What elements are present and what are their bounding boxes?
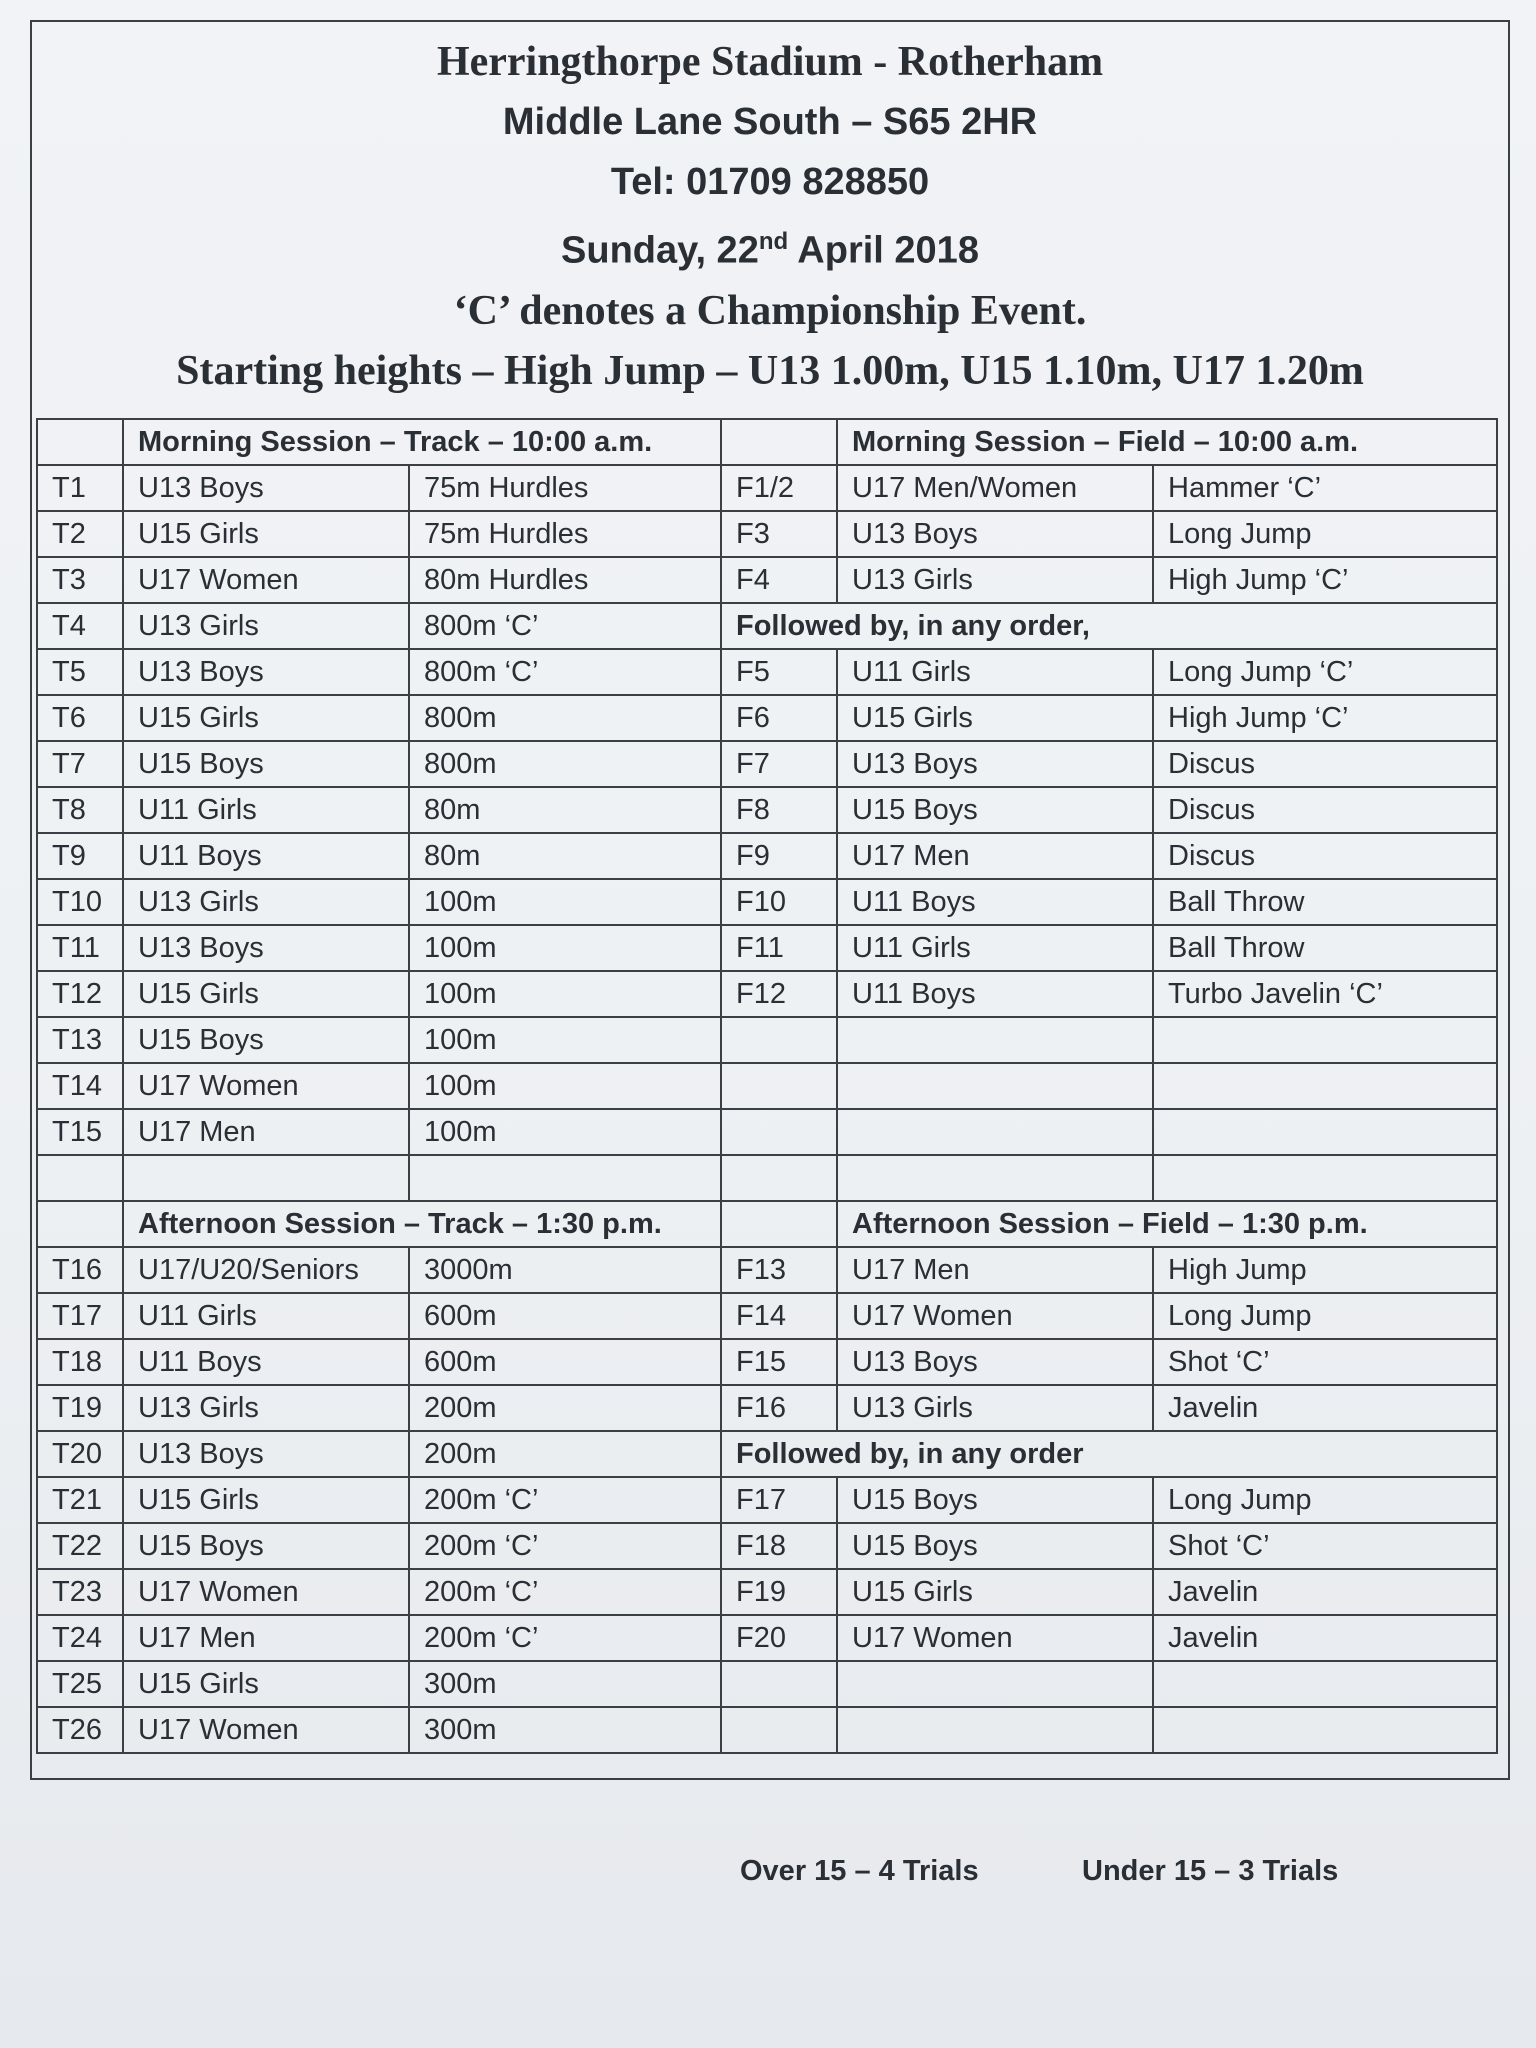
field-event-number: F20 [721,1615,837,1661]
track-age-group: U17 Men [123,1615,409,1661]
field-event-name: Javelin [1153,1615,1497,1661]
track-event-number: T12 [37,971,123,1017]
table-row [37,971,1497,1017]
blank-cell [37,419,123,465]
track-event-number [37,1155,123,1201]
field-age-group [837,1017,1153,1063]
field-age-group: U13 Boys [837,1339,1153,1385]
track-event-number: T9 [37,833,123,879]
field-event-number: F18 [721,1523,837,1569]
track-event-name: 800m ‘C’ [409,603,721,649]
document-header [30,32,1510,401]
field-event-number [721,1155,837,1201]
track-event-name: 200m ‘C’ [409,1477,721,1523]
table-row [37,695,1497,741]
field-event-number [721,1017,837,1063]
field-age-group: U11 Boys [837,971,1153,1017]
venue-address: Middle Lane South – S65 2HR [502,101,1038,143]
field-event-number: F19 [721,1569,837,1615]
track-event-number: T19 [37,1385,123,1431]
track-age-group: U17/U20/Seniors [123,1247,409,1293]
track-event-name: 800m [409,695,721,741]
table-row [37,1661,1497,1707]
field-event-name: Discus [1153,741,1497,787]
track-event-number: T4 [37,603,123,649]
field-event-name: Long Jump [1153,511,1497,557]
field-event-name [1153,1063,1497,1109]
starting-heights-note: Starting heights – High Jump – U13 1.00m, U15 1.10m, U17 1.20m [176,347,1364,394]
field-event-name: Javelin [1153,1569,1497,1615]
track-event-name: 800m [409,741,721,787]
field-event-number: F7 [721,741,837,787]
field-session-title: Morning Session – Field – 10:00 a.m. [837,419,1497,465]
track-age-group: U11 Boys [123,1339,409,1385]
table-row [37,787,1497,833]
field-event-number: F11 [721,925,837,971]
track-event-number: T21 [37,1477,123,1523]
track-age-group: U13 Girls [123,879,409,925]
track-event-name: 100m [409,1063,721,1109]
track-event-number: T14 [37,1063,123,1109]
track-age-group: U11 Boys [123,833,409,879]
field-age-group: U15 Boys [837,1477,1153,1523]
field-event-name [1153,1109,1497,1155]
field-event-name [1153,1707,1497,1753]
table-row [37,925,1497,971]
field-event-number: F1/2 [721,465,837,511]
field-event-name: High Jump ‘C’ [1153,557,1497,603]
field-event-number: F16 [721,1385,837,1431]
track-age-group: U17 Men [123,1109,409,1155]
track-age-group: U15 Boys [123,1523,409,1569]
track-event-name: 200m [409,1431,721,1477]
field-event-name: High Jump [1153,1247,1497,1293]
table-row [37,1569,1497,1615]
venue-name: Herringthorpe Stadium - Rotherham [436,39,1104,85]
table-row [37,1247,1497,1293]
table-row [37,1063,1497,1109]
followed-by-note: Followed by, in any order, [721,603,1497,649]
field-event-name: Javelin [1153,1385,1497,1431]
field-age-group [837,1155,1153,1201]
table-row [37,1339,1497,1385]
blank-cell [721,419,837,465]
track-event-number: T24 [37,1615,123,1661]
field-event-name [1153,1155,1497,1201]
track-event-name: 300m [409,1707,721,1753]
track-age-group: U15 Girls [123,511,409,557]
track-event-number: T22 [37,1523,123,1569]
field-event-name [1153,1661,1497,1707]
field-age-group: U11 Girls [837,649,1153,695]
table-row [37,741,1497,787]
table-row [37,1109,1497,1155]
field-age-group: U13 Girls [837,1385,1153,1431]
field-age-group: U17 Women [837,1615,1153,1661]
track-event-number: T23 [37,1569,123,1615]
track-event-number: T16 [37,1247,123,1293]
field-event-name: Ball Throw [1153,925,1497,971]
track-event-name: 100m [409,971,721,1017]
table-row [37,511,1497,557]
track-event-name: 200m ‘C’ [409,1615,721,1661]
field-age-group [837,1661,1153,1707]
track-age-group: U17 Women [123,1063,409,1109]
followed-by-note: Followed by, in any order [721,1431,1497,1477]
event-date [30,212,1510,281]
field-event-name: Discus [1153,787,1497,833]
table-row [37,1431,1497,1477]
track-session-title: Afternoon Session – Track – 1:30 p.m. [123,1201,721,1247]
track-age-group: U11 Girls [123,787,409,833]
track-event-number: T15 [37,1109,123,1155]
track-event-name: 200m ‘C’ [409,1569,721,1615]
field-age-group: U15 Boys [837,1523,1153,1569]
table-row [37,557,1497,603]
track-event-number: T1 [37,465,123,511]
field-age-group: U17 Men/Women [837,465,1153,511]
session-header-row [37,1201,1497,1247]
field-age-group: U11 Girls [837,925,1153,971]
track-event-number: T18 [37,1339,123,1385]
track-event-name: 3000m [409,1247,721,1293]
track-session-title: Morning Session – Track – 10:00 a.m. [123,419,721,465]
track-age-group: U11 Girls [123,1293,409,1339]
field-age-group [837,1109,1153,1155]
track-age-group: U17 Women [123,557,409,603]
field-event-number: F9 [721,833,837,879]
trials-under-15: Under 15 – 3 Trials [1082,1855,1339,1887]
track-event-number: T2 [37,511,123,557]
table-row [37,649,1497,695]
event-date-month-year: April 2018 [788,229,979,272]
blank-cell [37,1201,123,1247]
field-age-group: U13 Boys [837,741,1153,787]
track-event-number: T10 [37,879,123,925]
table-row [37,603,1497,649]
track-age-group: U15 Girls [123,1477,409,1523]
track-event-name: 75m Hurdles [409,465,721,511]
track-event-name: 100m [409,879,721,925]
table-row [37,1523,1497,1569]
track-event-number: T20 [37,1431,123,1477]
field-event-name: Shot ‘C’ [1153,1339,1497,1385]
track-event-number: T26 [37,1707,123,1753]
track-age-group: U13 Boys [123,649,409,695]
track-age-group: U15 Girls [123,695,409,741]
track-age-group: U15 Girls [123,1661,409,1707]
track-event-number: T25 [37,1661,123,1707]
field-event-number: F3 [721,511,837,557]
track-event-number: T7 [37,741,123,787]
track-event-name: 600m [409,1293,721,1339]
field-event-number: F17 [721,1477,837,1523]
field-event-number: F4 [721,557,837,603]
field-age-group [837,1707,1153,1753]
track-age-group: U13 Boys [123,1431,409,1477]
blank-cell [721,1201,837,1247]
field-age-group [837,1063,1153,1109]
track-age-group: U13 Girls [123,603,409,649]
track-event-name: 100m [409,1109,721,1155]
track-event-name: 80m [409,833,721,879]
track-event-number: T17 [37,1293,123,1339]
table-row [37,1155,1497,1201]
track-age-group [123,1155,409,1201]
venue-phone: Tel: 01709 828850 [610,161,930,203]
field-event-number: F14 [721,1293,837,1339]
field-event-name: Hammer ‘C’ [1153,465,1497,511]
field-event-number: F10 [721,879,837,925]
field-age-group: U13 Girls [837,557,1153,603]
track-event-name: 75m Hurdles [409,511,721,557]
field-age-group: U17 Men [837,833,1153,879]
track-age-group: U13 Girls [123,1385,409,1431]
field-event-name: Turbo Javelin ‘C’ [1153,971,1497,1017]
field-age-group: U15 Girls [837,1569,1153,1615]
track-event-name: 200m [409,1385,721,1431]
track-event-name: 100m [409,925,721,971]
table-row [37,1293,1497,1339]
field-event-number [721,1661,837,1707]
track-age-group: U17 Women [123,1707,409,1753]
session-header-row [37,419,1497,465]
table-row [37,1707,1497,1753]
field-event-number [721,1063,837,1109]
field-event-name: Shot ‘C’ [1153,1523,1497,1569]
field-event-name: Long Jump ‘C’ [1153,649,1497,695]
track-event-number: T13 [37,1017,123,1063]
event-date-day: Sunday, 22 [561,229,759,272]
field-age-group: U15 Boys [837,787,1153,833]
track-age-group: U13 Boys [123,925,409,971]
track-age-group: U15 Boys [123,741,409,787]
table-row [37,879,1497,925]
field-event-number [721,1707,837,1753]
track-age-group: U13 Boys [123,465,409,511]
table-row [37,465,1497,511]
field-event-name: Long Jump [1153,1293,1497,1339]
trials-over-15: Over 15 – 4 Trials [740,1855,979,1887]
field-event-number [721,1109,837,1155]
table-row [37,833,1497,879]
field-event-name: Discus [1153,833,1497,879]
table-row [37,1615,1497,1661]
field-event-number: F13 [721,1247,837,1293]
field-event-name: Long Jump [1153,1477,1497,1523]
field-age-group: U15 Girls [837,695,1153,741]
track-event-name: 300m [409,1661,721,1707]
track-event-number: T3 [37,557,123,603]
track-event-name: 80m [409,787,721,833]
field-session-title: Afternoon Session – Field – 1:30 p.m. [837,1201,1497,1247]
track-event-name: 600m [409,1339,721,1385]
field-age-group: U11 Boys [837,879,1153,925]
track-age-group: U15 Girls [123,971,409,1017]
track-event-number: T6 [37,695,123,741]
championship-note: ‘C’ denotes a Championship Event. [453,287,1087,334]
track-event-name [409,1155,721,1201]
track-age-group: U17 Women [123,1569,409,1615]
field-event-number: F5 [721,649,837,695]
table-row [37,1477,1497,1523]
event-date-ordinal: nd [758,228,789,255]
field-age-group: U17 Women [837,1293,1153,1339]
track-event-name: 100m [409,1017,721,1063]
track-event-name: 80m Hurdles [409,557,721,603]
table-row [37,1385,1497,1431]
track-event-number: T8 [37,787,123,833]
track-event-name: 800m ‘C’ [409,649,721,695]
field-event-number: F12 [721,971,837,1017]
field-event-number: F15 [721,1339,837,1385]
field-event-number: F6 [721,695,837,741]
field-event-name [1153,1017,1497,1063]
field-age-group: U13 Boys [837,511,1153,557]
field-age-group: U17 Men [837,1247,1153,1293]
field-event-number: F8 [721,787,837,833]
field-event-name: Ball Throw [1153,879,1497,925]
field-event-name: High Jump ‘C’ [1153,695,1497,741]
track-event-number: T11 [37,925,123,971]
track-event-name: 200m ‘C’ [409,1523,721,1569]
track-event-number: T5 [37,649,123,695]
track-age-group: U15 Boys [123,1017,409,1063]
table-row [37,1017,1497,1063]
timetable [36,418,1498,1754]
